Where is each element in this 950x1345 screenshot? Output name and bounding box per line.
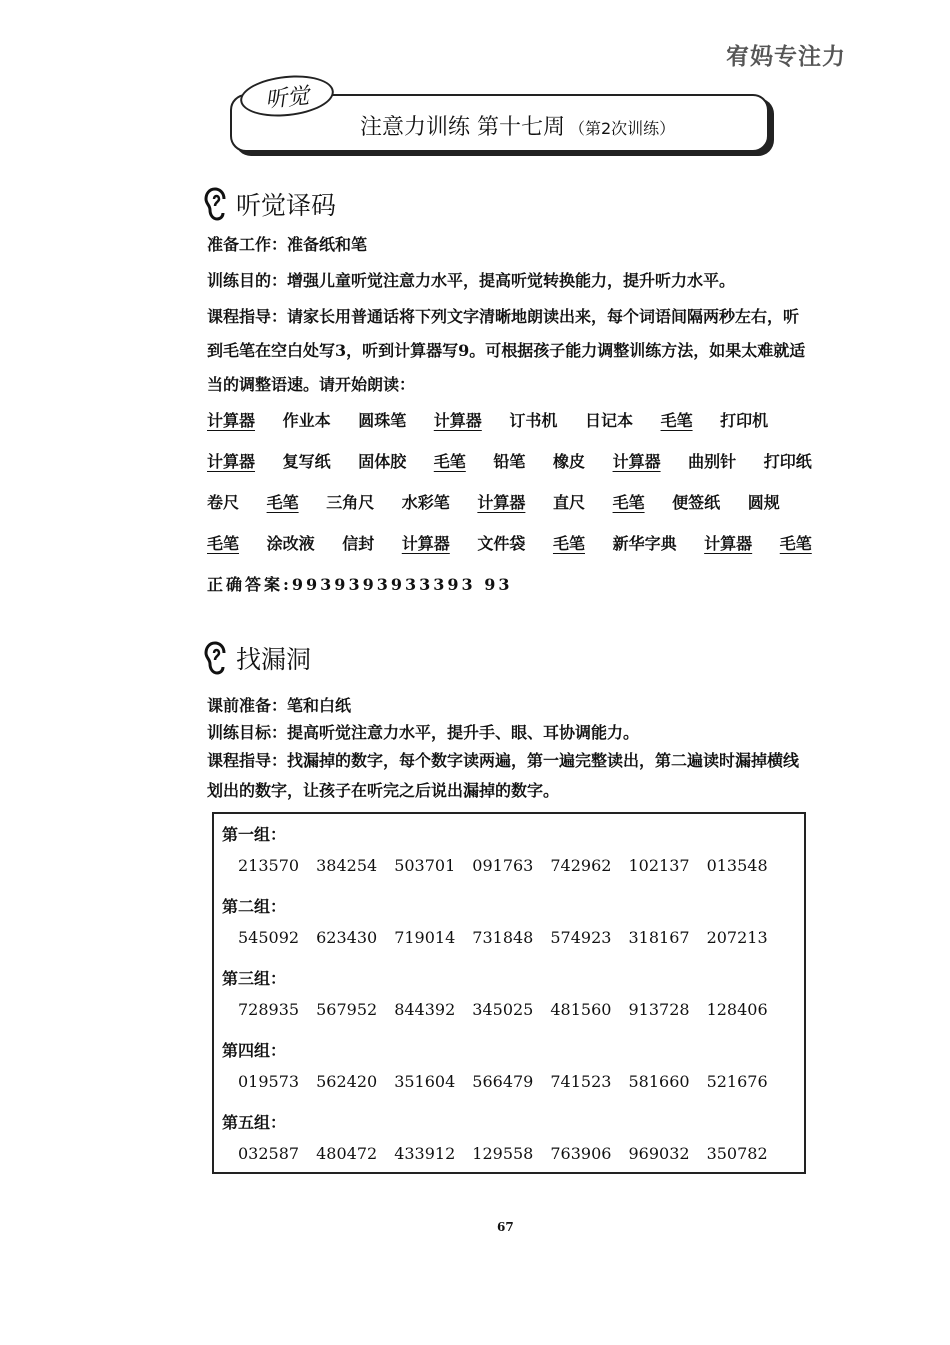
word: 打印纸 [763, 452, 812, 471]
number: 728935 [238, 1000, 300, 1019]
number: 731848 [472, 928, 534, 947]
word-row [207, 531, 834, 554]
word: 水彩笔 [401, 493, 450, 512]
number: 844392 [394, 1000, 456, 1019]
word: 毛笔 [207, 534, 240, 553]
group-label: 第五组： [222, 1113, 287, 1132]
word: 计算器 [433, 411, 482, 430]
word: 计算器 [612, 452, 661, 471]
word: 打印机 [720, 411, 769, 430]
ear-icon [204, 641, 230, 675]
word: 涂改液 [266, 534, 315, 553]
number: 019573 [238, 1072, 300, 1091]
number: 207213 [706, 928, 768, 947]
section1-prep: 准备工作：准备纸和笔 [207, 235, 368, 254]
word: 信封 [342, 534, 375, 553]
number: 433912 [394, 1144, 456, 1163]
number: 503701 [394, 856, 456, 875]
number: 213570 [238, 856, 300, 875]
banner-tag: 听觉 [238, 71, 336, 121]
banner-title-text: 注意力训练 第十七周 [360, 115, 565, 140]
banner-title [360, 110, 675, 141]
number: 623430 [316, 928, 378, 947]
page-number: 67 [497, 1220, 514, 1234]
word: 计算器 [207, 452, 256, 471]
word: 毛笔 [433, 452, 466, 471]
word: 计算器 [207, 411, 256, 430]
section1-heading [204, 186, 336, 222]
word: 便签纸 [672, 493, 721, 512]
section2-title: 找漏洞 [236, 645, 312, 674]
number: 574923 [550, 928, 612, 947]
word: 直尺 [552, 493, 585, 512]
number: 562420 [316, 1072, 378, 1091]
word: 毛笔 [612, 493, 645, 512]
section2-heading [204, 640, 311, 676]
number: 741523 [550, 1072, 612, 1091]
word-row [207, 408, 790, 431]
header-banner [220, 72, 780, 162]
word: 文件袋 [477, 534, 526, 553]
number: 129558 [472, 1144, 534, 1163]
number: 345025 [472, 1000, 534, 1019]
word-row [207, 490, 802, 513]
word: 日记本 [584, 411, 633, 430]
number: 521676 [706, 1072, 768, 1091]
section1-goal: 训练目的：增强儿童听觉注意力水平，提高听觉转换能力，提升听力水平。 [207, 271, 736, 290]
section2-goal: 训练目标：提高听觉注意力水平，提升手、眼、耳协调能力。 [207, 723, 640, 742]
number-row [238, 1144, 780, 1163]
number: 545092 [238, 928, 300, 947]
number: 480472 [316, 1144, 378, 1163]
section1-title: 听觉译码 [236, 191, 337, 220]
word: 曲别针 [688, 452, 737, 471]
number: 318167 [628, 928, 690, 947]
group-label: 第一组： [222, 825, 287, 844]
brand-watermark: 宥妈专注力 [726, 44, 846, 70]
word: 毛笔 [660, 411, 693, 430]
number: 128406 [706, 1000, 768, 1019]
word: 毛笔 [266, 493, 299, 512]
word: 计算器 [704, 534, 753, 553]
word: 新华字典 [612, 534, 677, 553]
group-label: 第二组： [222, 897, 287, 916]
section2-prep: 课前准备：笔和白纸 [207, 696, 352, 715]
word: 毛笔 [552, 534, 585, 553]
number: 032587 [238, 1144, 300, 1163]
word: 毛笔 [779, 534, 812, 553]
number: 566479 [472, 1072, 534, 1091]
number: 763906 [550, 1144, 612, 1163]
number-row [238, 1072, 780, 1091]
word: 三角尺 [326, 493, 375, 512]
banner-subtitle: （第2次训练） [569, 119, 676, 138]
word: 橡皮 [552, 452, 585, 471]
number: 102137 [628, 856, 690, 875]
number-groups-box [212, 812, 806, 1174]
number: 384254 [316, 856, 378, 875]
word-row [207, 449, 834, 472]
number: 913728 [628, 1000, 690, 1019]
number-row [238, 928, 780, 947]
word: 订书机 [509, 411, 558, 430]
word: 铅笔 [493, 452, 526, 471]
number-row [238, 1000, 780, 1019]
word: 圆规 [747, 493, 780, 512]
number: 567952 [316, 1000, 378, 1019]
number: 351604 [394, 1072, 456, 1091]
number: 581660 [628, 1072, 690, 1091]
ear-icon [204, 187, 230, 221]
word: 复写纸 [282, 452, 331, 471]
word: 固体胶 [358, 452, 407, 471]
number: 969032 [628, 1144, 690, 1163]
number: 742962 [550, 856, 612, 875]
group-label: 第四组： [222, 1041, 287, 1060]
group-label: 第三组： [222, 969, 287, 988]
number-row [238, 856, 780, 875]
section1-guide: 课程指导：请家长用普通话将下列文字清晰地朗读出来，每个词语间隔两秒左右，听到毛笔在空白处写3，听到计算器写9。可根据孩子能力调整训练方法，如果太难就适当的调整语速。请开始朗读： [207, 307, 806, 394]
word: 计算器 [401, 534, 450, 553]
number: 481560 [550, 1000, 612, 1019]
word: 圆珠笔 [358, 411, 407, 430]
answer-line: 正确答案:9939393933393 93 [207, 575, 513, 594]
word: 卷尺 [207, 493, 240, 512]
section2-guide: 课程指导：找漏掉的数字，每个数字读两遍，第一遍完整读出，第二遍读时漏掉横线划出的数字，让孩子在听完之后说出漏掉的数字。 [207, 751, 800, 800]
number: 091763 [472, 856, 534, 875]
word: 作业本 [282, 411, 331, 430]
number: 013548 [706, 856, 768, 875]
number: 350782 [706, 1144, 768, 1163]
word: 计算器 [477, 493, 526, 512]
number: 719014 [394, 928, 456, 947]
